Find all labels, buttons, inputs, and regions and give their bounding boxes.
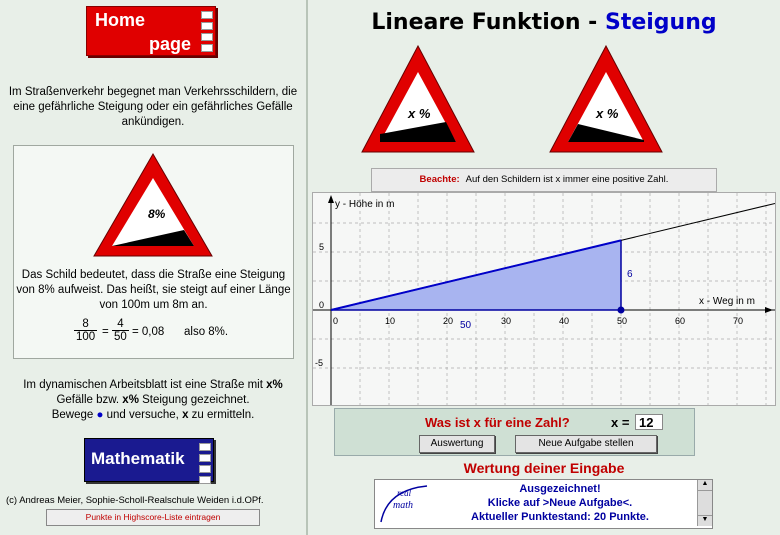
fraction-8-100: $\frac{8}{100}$ (76, 318, 96, 343)
steigung-sign-icon (88, 148, 218, 264)
result-scrollbar[interactable] (697, 480, 712, 526)
svg-text:math: math (393, 500, 413, 511)
sign-label: 8% (148, 207, 166, 221)
question-text: Was ist x für eine Zahl? (425, 415, 570, 430)
dynamic-instructions: Im dynamischen Arbeitsblatt ist eine Straße mit x% Gefälle bzw. x% Steigung gezeichnet. Bewege ● und versuche, x zu ermitteln. (23, 379, 283, 421)
svg-text:real: real (397, 488, 412, 498)
rise-label: 6 (627, 269, 633, 281)
y-axis-arrow (328, 195, 334, 203)
svg-text:x %: x % (596, 106, 619, 121)
decimal-result: = 0,08 (132, 326, 165, 338)
realmath-logo-icon (377, 482, 429, 524)
y-axis-label: y - Höhe in m (335, 199, 395, 210)
x-tick-label: 60 (675, 316, 686, 326)
function-graph[interactable] (313, 193, 775, 405)
gefaelle-sign-icon (360, 42, 480, 160)
handle-dot-icon: ● (96, 409, 104, 421)
result-box (374, 479, 713, 529)
x-axis-label: x - Weg in m (699, 296, 755, 307)
mathematik-button[interactable]: Mathematik (84, 438, 214, 482)
x-tick-label: 50 (617, 316, 628, 326)
drag-handle[interactable] (618, 307, 625, 314)
x-input[interactable]: 12 (635, 414, 663, 430)
page-title: Lineare Funktion - Steigung (371, 10, 717, 35)
x-tick-label: 0 (333, 316, 339, 326)
scroll-up-icon[interactable]: ▲ (698, 480, 712, 491)
x-tick-label: 40 (559, 316, 570, 326)
scroll-down-icon[interactable]: ▼ (698, 515, 712, 526)
question-box (334, 408, 695, 456)
page-label: page (149, 34, 192, 54)
button-stripes-icon (201, 11, 213, 55)
steigung-sign-right-icon (546, 42, 666, 160)
x-tick-label: 10 (385, 316, 396, 326)
intro-text: Im Straßenverkehr begegnet man Verkehrsschildern, die eine gefährliche Steigung oder ein gefährliches Gefälle ankündigen. (8, 86, 298, 128)
note-box: Beachte: Auf den Schildern ist x immer eine positive Zahl. (371, 168, 717, 192)
home-page-button[interactable] (86, 6, 216, 56)
highscore-button[interactable]: Punkte in Highscore-Liste eintragen (46, 509, 260, 526)
home-label: Home (95, 10, 146, 30)
y-tick-label: -5 (315, 358, 324, 368)
percent-result: also 8%. (184, 326, 229, 338)
auswertung-button[interactable]: Auswertung (419, 435, 495, 453)
x-axis-arrow (765, 307, 773, 313)
y-tick-label: 0 (319, 300, 325, 310)
x-label: x = (611, 415, 630, 430)
function-line (621, 203, 775, 240)
wertung-title: Wertung deiner Eingabe (463, 460, 625, 476)
button-stripes-icon (199, 443, 211, 487)
fraction-4-50: $\frac{4}{50}$ (114, 318, 127, 343)
x-tick-label: 70 (733, 316, 744, 326)
result-message: Ausgezeichnet! Klicke auf >Neue Aufgabe<. Aktueller Punktestand: 20 Punkte. (471, 483, 649, 523)
copyright-text: (c) Andreas Meier, Sophie-Scholl-Realschule Weiden i.d.OPf. (6, 495, 264, 506)
svg-text:x %: x % (408, 106, 431, 121)
graph-area[interactable] (312, 192, 776, 406)
left-panel (0, 0, 308, 535)
run-label: 50 (460, 320, 472, 331)
x-tick-label: 20 (443, 316, 454, 326)
sign-explanation: Das Schild bedeutet, dass die Straße eine Steigung von 8% aufweist. Das heißt, sie steigt auf einer Länge von 100m um 8m an. (16, 269, 291, 311)
new-task-button[interactable]: Neue Aufgabe stellen (515, 435, 657, 453)
y-tick-label: 5 (319, 242, 325, 252)
x-tick-label: 30 (501, 316, 512, 326)
example-sign-box (13, 145, 294, 359)
equals: = (102, 326, 109, 338)
